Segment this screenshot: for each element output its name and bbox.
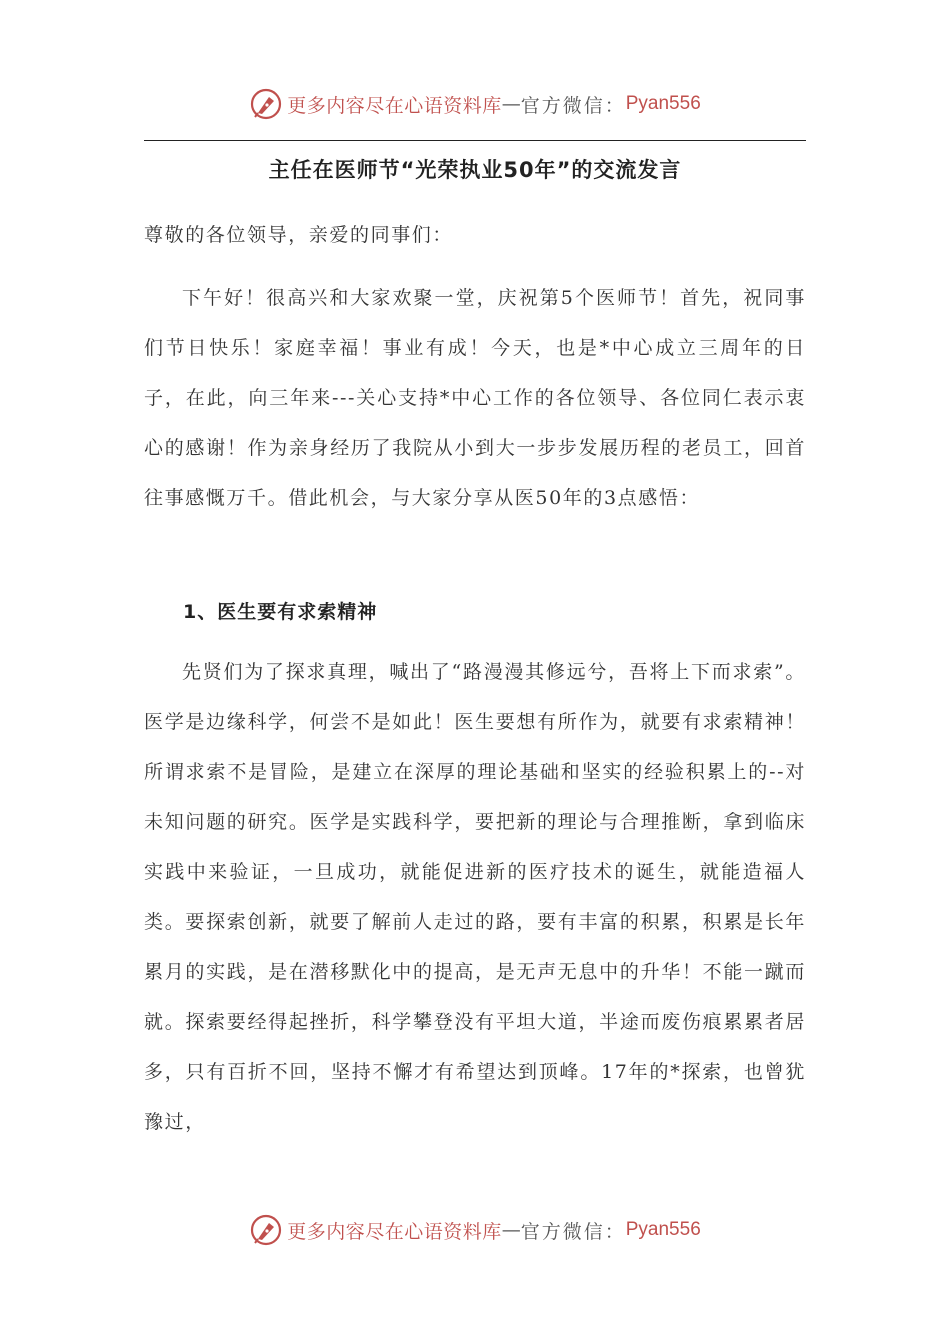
section-heading-1: 1、医生要有求索精神 — [183, 601, 378, 623]
watermark-wechat-label: 官方微信： — [520, 94, 626, 117]
watermark-wechat-label: 官方微信： — [520, 1220, 626, 1243]
body-paragraph-1 — [144, 273, 806, 523]
salutation: 尊敬的各位领导，亲爱的同事们： — [144, 224, 454, 246]
paragraph-text: 下午好！很高兴和大家欢聚一堂，庆祝第5个医师节！首先，祝同事们节日快乐！家庭幸福！事业有成！今天，也是*中心成立三周年的日子，在此，向三年来---关心支持*中心工作的各位领导、各位同仁表示衷心的感谢！作为亲身经历了我院从小到大一步步发展历程的老员工，回首往事感慨万千。借此机会，与大家分享从医50年的3点感悟： — [144, 287, 806, 509]
watermark-text: 更多内容尽在心语资料库 — [287, 1220, 502, 1243]
footer-watermark-banner — [0, 1210, 950, 1250]
watermark-wechat-id: Pyan556 — [625, 1219, 701, 1240]
watermark-dash: — — [501, 1219, 521, 1241]
header-watermark-banner — [0, 84, 950, 124]
watermark-wechat-id: Pyan556 — [625, 93, 701, 114]
header-divider — [144, 140, 806, 141]
watermark-dash: — — [501, 93, 521, 115]
watermark-text: 更多内容尽在心语资料库 — [287, 94, 502, 117]
document-title: 主任在医师节“光荣执业50年”的交流发言 — [268, 158, 682, 182]
pen-nib-icon — [249, 1213, 283, 1247]
pen-nib-icon — [249, 87, 283, 121]
paragraph-text: 先贤们为了探求真理，喊出了“路漫漫其修远兮，吾将上下而求索”。 医学是边缘科学，何尝不是如此！医生要想有所作为，就要有求索精神！所谓求索不是冒险，是建立在深厚的理论基础和坚实的经验积累上的--对未知问题的研究。医学是实践科学，要把新的理论与合理推断，拿到临床实践中来验证，一旦成功，就能促进新的医疗技术的诞生，就能造福人类。要探索创新，就要了解前人走过的路，要有丰富的积累，积累是长年累月的实践，是在潜移默化中的提高，是无声无息中的升华！不能一蹴而就。探索要经得起挫折，科学攀登没有平坦大道，半途而废伤痕累累者居多，只有百折不回，坚持不懈才有希望达到顶峰。17年的*探索，也曾犹豫过， — [144, 661, 806, 1133]
body-paragraph-2 — [144, 647, 806, 1147]
